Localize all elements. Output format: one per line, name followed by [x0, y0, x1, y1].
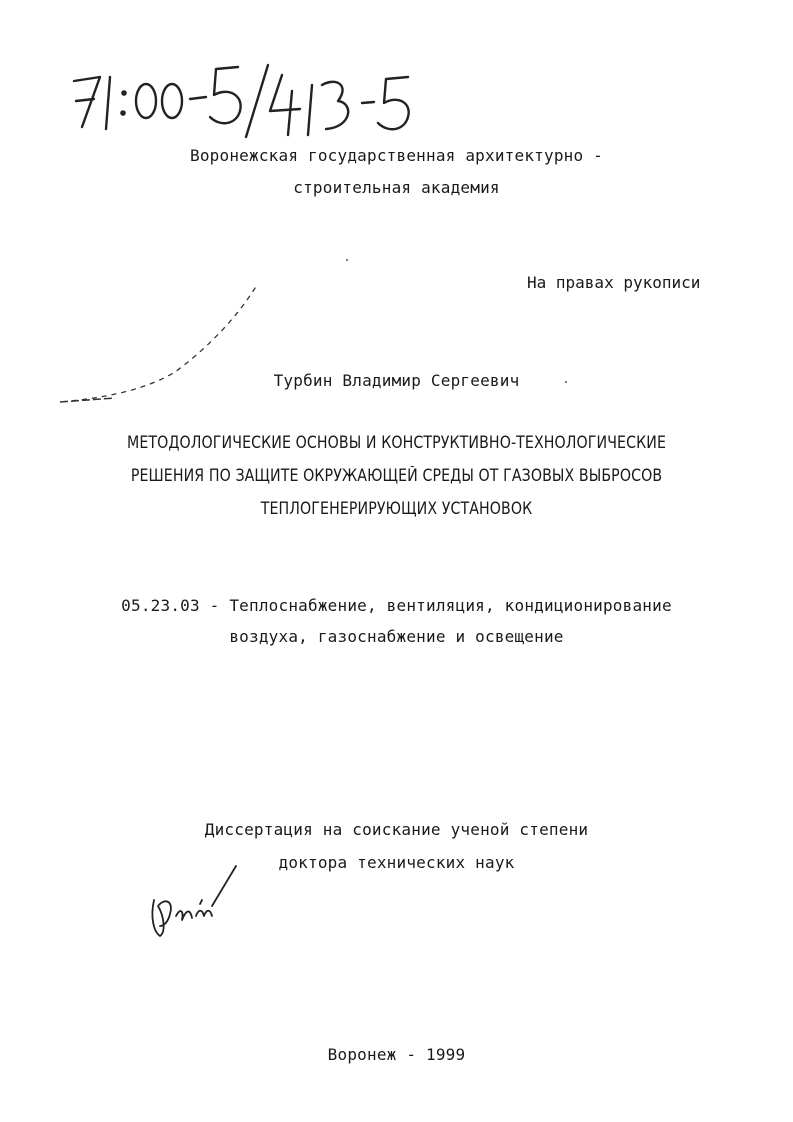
author-name: Турбин Владимир Сергеевич [273, 371, 520, 390]
handwritten-signature [140, 860, 250, 950]
place-and-year: Воронеж - 1999 [327, 1045, 466, 1064]
manuscript-rights-note: На правах рукописи [527, 273, 701, 292]
specialty-line-2: воздуха, газоснабжение и освещение [229, 627, 564, 646]
handwritten-archive-code [60, 55, 440, 145]
dissertation-title-line-3: ТЕПЛОГЕНЕРИРУЮЩИХ УСТАНОВОК [260, 499, 533, 518]
degree-line-2: доктора технических наук [278, 853, 515, 872]
specialty-line-1: 05.23.03 - Теплоснабжение, вентиляция, кондиционирование [121, 596, 672, 615]
scan-speck [565, 381, 567, 383]
institution-line-2: строительная академия [293, 178, 500, 197]
degree-line-1: Диссертация на соискание ученой степени [204, 820, 589, 839]
scan-speck [346, 259, 348, 261]
dissertation-title-line-1: МЕТОДОЛОГИЧЕСКИЕ ОСНОВЫ И КОНСТРУКТИВНО-ТЕХНОЛОГИЧЕСКИЕ [126, 433, 667, 452]
scan-artifact-dashes [55, 280, 275, 410]
institution-line-1: Воронежская государственная архитектурно - [190, 146, 603, 165]
dissertation-title-line-2: РЕШЕНИЯ ПО ЗАЩИТЕ ОКРУЖАЮЩЕЙ СРЕДЫ ОТ ГАЗОВЫХ ВЫБРОСОВ [130, 466, 663, 485]
